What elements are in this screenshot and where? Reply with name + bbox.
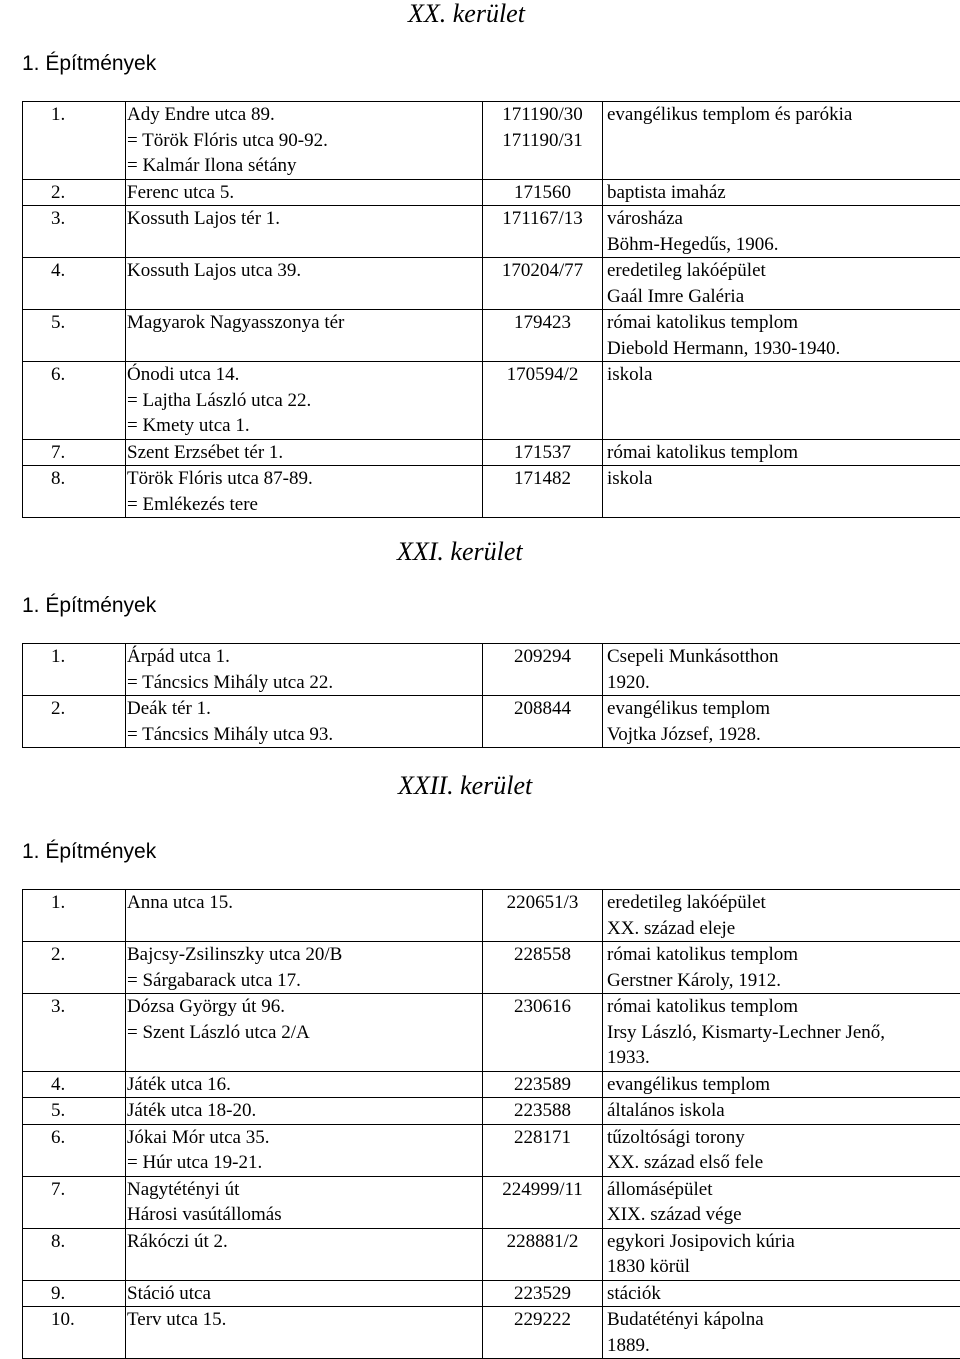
description-line: evangélikus templom: [607, 1072, 960, 1098]
address-line: = Táncsics Mihály utca 22.: [127, 670, 482, 696]
description-cell: [603, 206, 960, 258]
item-number: 2.: [23, 179, 126, 206]
address-cell: [126, 1228, 483, 1280]
item-number: 7.: [23, 1176, 126, 1228]
table-row: [23, 890, 960, 942]
description-line: római katolikus templom: [607, 994, 960, 1020]
description-line: 1933.: [607, 1045, 960, 1071]
description-cell: [603, 258, 960, 310]
description-line: Gaál Imre Galéria: [607, 284, 960, 310]
address-cell: [126, 696, 483, 748]
description-line: eredetileg lakóépület: [607, 258, 960, 284]
address-line: Bajcsy-Zsilinszky utca 20/B: [127, 942, 482, 968]
lot-number: 230616: [483, 994, 602, 1020]
address-cell: [126, 179, 483, 206]
description-line: evangélikus templom és parókia: [607, 102, 960, 128]
table-row: [23, 696, 960, 748]
table-row: [23, 466, 960, 518]
table-row: [23, 942, 960, 994]
lot-number: 209294: [483, 644, 602, 670]
address-cell: [126, 1176, 483, 1228]
item-number: 7.: [23, 439, 126, 466]
address-cell: [126, 258, 483, 310]
lot-number-cell: [483, 1307, 603, 1359]
table-row: [23, 1228, 960, 1280]
description-line: általános iskola: [607, 1098, 960, 1124]
description-line: 1920.: [607, 670, 960, 696]
lot-number: 228881/2: [483, 1229, 602, 1255]
description-cell: [603, 1071, 960, 1098]
lot-number-cell: [483, 1098, 603, 1125]
description-cell: [603, 439, 960, 466]
description-cell: [603, 942, 960, 994]
table-row: [23, 102, 960, 180]
address-line: Szent Erzsébet tér 1.: [127, 440, 482, 466]
address-line: = Lajtha László utca 22.: [127, 388, 482, 414]
address-line: = Sárgabarack utca 17.: [127, 968, 482, 994]
address-cell: [126, 942, 483, 994]
lot-number-cell: [483, 890, 603, 942]
item-number: 8.: [23, 1228, 126, 1280]
address-line: Terv utca 15.: [127, 1307, 482, 1333]
lot-number: 220651/3: [483, 890, 602, 916]
lot-number-cell: [483, 102, 603, 180]
address-cell: [126, 1098, 483, 1125]
lot-number: 171482: [483, 466, 602, 492]
description-line: városháza: [607, 206, 960, 232]
table-row: [23, 1124, 960, 1176]
lot-number: 171537: [483, 440, 602, 466]
description-line: Irsy László, Kismarty-Lechner Jenő,: [607, 1020, 960, 1046]
description-cell: [603, 310, 960, 362]
address-line: = Kalmár Ilona sétány: [127, 153, 482, 179]
address-line: Kossuth Lajos tér 1.: [127, 206, 482, 232]
address-cell: [126, 994, 483, 1072]
table-row: [23, 1176, 960, 1228]
address-cell: [126, 1071, 483, 1098]
address-line: Ónodi utca 14.: [127, 362, 482, 388]
lot-number: 223588: [483, 1098, 602, 1124]
description-line: stációk: [607, 1281, 960, 1307]
lot-number: 229222: [483, 1307, 602, 1333]
description-cell: [603, 179, 960, 206]
description-line: Budatétényi kápolna: [607, 1307, 960, 1333]
description-line: Vojtka József, 1928.: [607, 722, 960, 748]
table-row: [23, 1098, 960, 1125]
item-number: 2.: [23, 696, 126, 748]
description-line: 1889.: [607, 1333, 960, 1359]
address-line: = Emlékezés tere: [127, 492, 482, 518]
description-cell: [603, 696, 960, 748]
table-row: [23, 1280, 960, 1307]
item-number: 6.: [23, 1124, 126, 1176]
address-cell: [126, 890, 483, 942]
description-cell: [603, 644, 960, 696]
lot-number: 228558: [483, 942, 602, 968]
lot-number-cell: [483, 942, 603, 994]
description-line: evangélikus templom: [607, 696, 960, 722]
register-table-xx: [22, 101, 960, 518]
description-cell: [603, 1307, 960, 1359]
description-line: iskola: [607, 362, 960, 388]
address-line: Kossuth Lajos utca 39.: [127, 258, 482, 284]
description-cell: [603, 1280, 960, 1307]
table-row: [23, 1307, 960, 1359]
item-number: 1.: [23, 102, 126, 180]
address-line: = Táncsics Mihály utca 93.: [127, 722, 482, 748]
description-line: eredetileg lakóépület: [607, 890, 960, 916]
item-number: 9.: [23, 1280, 126, 1307]
item-number: 3.: [23, 206, 126, 258]
lot-number: 171190/31: [483, 128, 602, 154]
lot-number-cell: [483, 362, 603, 440]
lot-number: 171190/30: [483, 102, 602, 128]
description-cell: [603, 362, 960, 440]
lot-number: 208844: [483, 696, 602, 722]
address-line: Anna utca 15.: [127, 890, 482, 916]
lot-number-cell: [483, 258, 603, 310]
lot-number: 171560: [483, 180, 602, 206]
lot-number: 171167/13: [483, 206, 602, 232]
register-table-xxi: [22, 643, 960, 748]
lot-number: 224999/11: [483, 1177, 602, 1203]
register-table-xxii: [22, 889, 960, 1359]
address-line: Dózsa György út 96.: [127, 994, 482, 1020]
description-line: XX. század eleje: [607, 916, 960, 942]
district-title-xxi: XXI. kerület: [397, 538, 523, 566]
address-line: Rákóczi út 2.: [127, 1229, 482, 1255]
lot-number-cell: [483, 696, 603, 748]
address-line: Ferenc utca 5.: [127, 180, 482, 206]
description-line: Gerstner Károly, 1912.: [607, 968, 960, 994]
description-cell: [603, 102, 960, 180]
address-line: Jókai Mór utca 35.: [127, 1125, 482, 1151]
description-cell: [603, 466, 960, 518]
item-number: 6.: [23, 362, 126, 440]
lot-number-cell: [483, 310, 603, 362]
description-line: római katolikus templom: [607, 942, 960, 968]
address-cell: [126, 362, 483, 440]
description-cell: [603, 1098, 960, 1125]
lot-number-cell: [483, 1124, 603, 1176]
section-heading-xxi: 1. Építmények: [22, 594, 156, 618]
address-line: Ady Endre utca 89.: [127, 102, 482, 128]
address-cell: [126, 439, 483, 466]
item-number: 5.: [23, 1098, 126, 1125]
item-number: 3.: [23, 994, 126, 1072]
section-heading-xxii: 1. Építmények: [22, 840, 156, 864]
description-cell: [603, 1228, 960, 1280]
description-line: iskola: [607, 466, 960, 492]
description-cell: [603, 994, 960, 1072]
address-line: Deák tér 1.: [127, 696, 482, 722]
item-number: 10.: [23, 1307, 126, 1359]
address-line: Stáció utca: [127, 1281, 482, 1307]
address-cell: [126, 644, 483, 696]
description-cell: [603, 890, 960, 942]
lot-number-cell: [483, 466, 603, 518]
description-line: XX. század első fele: [607, 1150, 960, 1176]
address-line: = Szent László utca 2/A: [127, 1020, 482, 1046]
address-cell: [126, 1280, 483, 1307]
lot-number-cell: [483, 1228, 603, 1280]
item-number: 5.: [23, 310, 126, 362]
address-line: Török Flóris utca 87-89.: [127, 466, 482, 492]
description-line: római katolikus templom: [607, 310, 960, 336]
lot-number: 223589: [483, 1072, 602, 1098]
lot-number: 223529: [483, 1281, 602, 1307]
lot-number-cell: [483, 1280, 603, 1307]
item-number: 1.: [23, 890, 126, 942]
address-cell: [126, 102, 483, 180]
address-line: Magyarok Nagyasszonya tér: [127, 310, 482, 336]
address-line: = Török Flóris utca 90-92.: [127, 128, 482, 154]
description-line: Csepeli Munkásotthon: [607, 644, 960, 670]
description-cell: [603, 1176, 960, 1228]
address-line: = Kmety utca 1.: [127, 413, 482, 439]
lot-number: 228171: [483, 1125, 602, 1151]
district-title-xxii: XXII. kerület: [398, 772, 532, 800]
lot-number-cell: [483, 994, 603, 1072]
address-cell: [126, 466, 483, 518]
description-line: baptista imaház: [607, 180, 960, 206]
item-number: 8.: [23, 466, 126, 518]
description-line: egykori Josipovich kúria: [607, 1229, 960, 1255]
description-line: tűzoltósági torony: [607, 1125, 960, 1151]
table-row: [23, 310, 960, 362]
item-number: 1.: [23, 644, 126, 696]
lot-number-cell: [483, 179, 603, 206]
item-number: 2.: [23, 942, 126, 994]
lot-number-cell: [483, 1176, 603, 1228]
lot-number: 170594/2: [483, 362, 602, 388]
description-cell: [603, 1124, 960, 1176]
address-cell: [126, 1307, 483, 1359]
address-line: Hárosi vasútállomás: [127, 1202, 482, 1228]
lot-number: 170204/77: [483, 258, 602, 284]
address-line: Játék utca 16.: [127, 1072, 482, 1098]
district-title-xx: XX. kerület: [408, 0, 525, 28]
table-row: [23, 439, 960, 466]
lot-number-cell: [483, 206, 603, 258]
table-row: [23, 994, 960, 1072]
description-line: római katolikus templom: [607, 440, 960, 466]
table-row: [23, 179, 960, 206]
address-cell: [126, 206, 483, 258]
table-row: [23, 1071, 960, 1098]
description-line: 1830 körül: [607, 1254, 960, 1280]
lot-number: 179423: [483, 310, 602, 336]
address-line: Nagytétényi út: [127, 1177, 482, 1203]
section-heading-xx: 1. Építmények: [22, 52, 156, 76]
address-cell: [126, 1124, 483, 1176]
lot-number-cell: [483, 439, 603, 466]
address-line: Árpád utca 1.: [127, 644, 482, 670]
description-line: Diebold Hermann, 1930-1940.: [607, 336, 960, 362]
lot-number-cell: [483, 1071, 603, 1098]
lot-number-cell: [483, 644, 603, 696]
address-line: Játék utca 18-20.: [127, 1098, 482, 1124]
item-number: 4.: [23, 1071, 126, 1098]
address-line: = Húr utca 19-21.: [127, 1150, 482, 1176]
description-line: állomásépület: [607, 1177, 960, 1203]
table-row: [23, 206, 960, 258]
item-number: 4.: [23, 258, 126, 310]
table-row: [23, 644, 960, 696]
table-row: [23, 362, 960, 440]
address-cell: [126, 310, 483, 362]
description-line: Böhm-Hegedűs, 1906.: [607, 232, 960, 258]
description-line: XIX. század vége: [607, 1202, 960, 1228]
table-row: [23, 258, 960, 310]
